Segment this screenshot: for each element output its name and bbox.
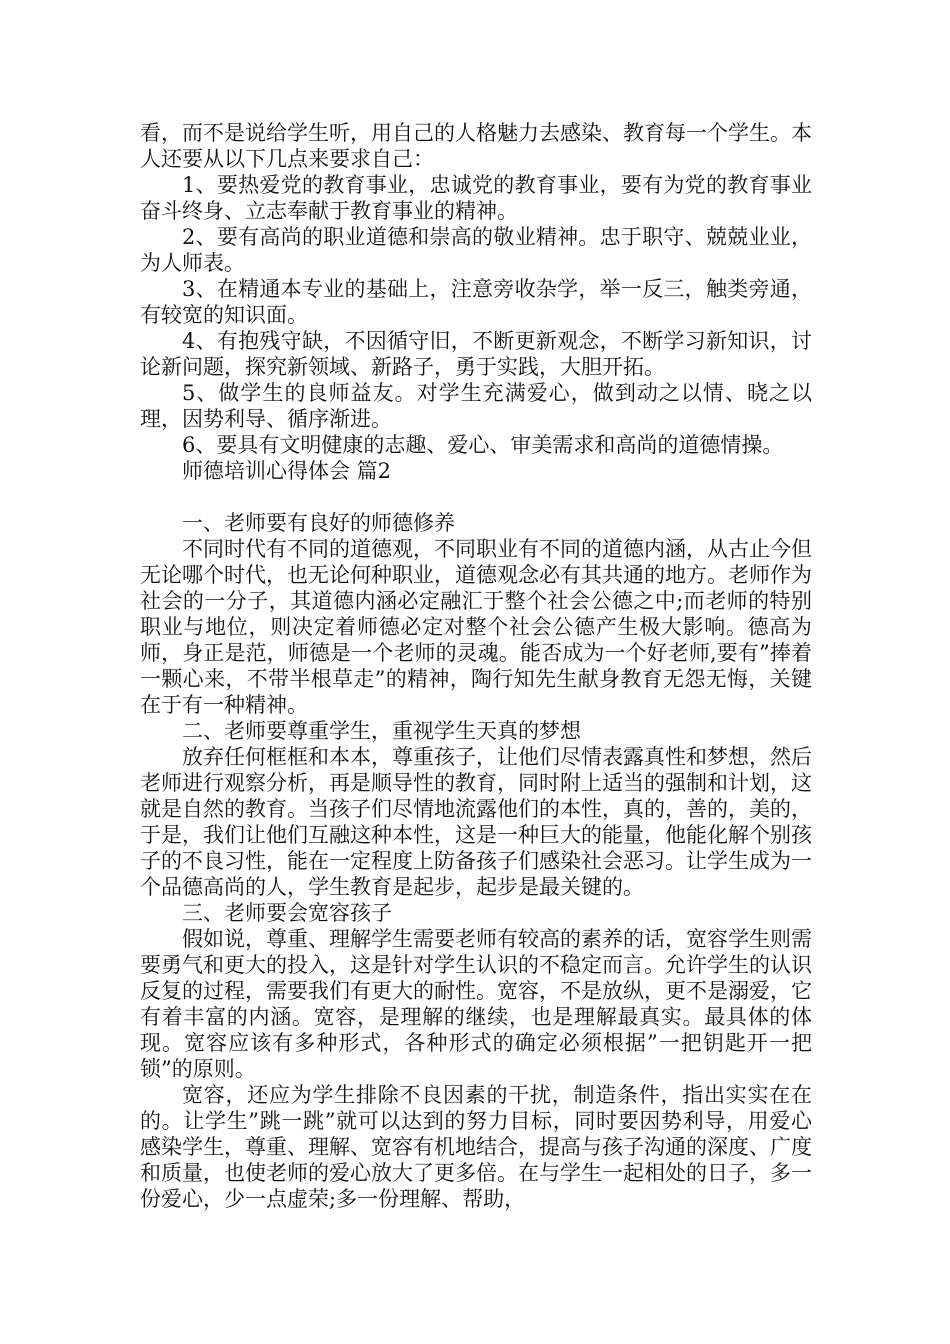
paragraph-1: 不同时代有不同的道德观，不同职业有不同的道德内涵，从古止今但无论哪个时代，也无论何种职业，道德观念必有其共通的地方。老师作为社会的一分子，其道德内涵必定融汇于整个社会公德之中;而老师的特别职业与地位，则决定着师德必定对整个社会公德产生极大影响。德高为师，身正是范，师德是一个老师的灵魂。能否成为一个好老师,要有”捧着一颗心来，不带半根草走”的精神，陶行知先生献身教育无怨无悔，关键在于有一种精神。 xyxy=(140,537,812,717)
list-item-5: 5、做学生的良师益友。对学生充满爱心，做到动之以情、晓之以理，因势利导、循序渐进。 xyxy=(140,381,812,431)
paragraph-4: 宽容，还应为学生排除不良因素的干扰，制造条件，指出实实在在的。让学生”跳一跳”就可以达到的努力目标，同时要因势利导，用爱心感染学生，尊重、理解、宽容有机地结合，提高与孩子沟通的深度、广度和质量，也使老师的爱心放大了更多倍。在与学生一起相处的日子，多一份爱心，少一点虚荣;多一份理解、帮助， xyxy=(140,1083,812,1211)
heading-2: 二、老师要尊重学生，重视学生天真的梦想 xyxy=(182,719,581,743)
section-title: 师德培训心得体会 篇2 xyxy=(182,459,392,483)
heading-3: 三、老师要会宽容孩子 xyxy=(182,901,392,925)
list-item-3: 3、在精通本专业的基础上，注意旁收杂学，举一反三，触类旁通，有较宽的知识面。 xyxy=(140,277,812,327)
paragraph-continuation: 看，而不是说给学生听，用自己的人格魅力去感染、教育每一个学生。本人还要从以下几点来要求自己： xyxy=(140,121,812,171)
blank-line xyxy=(140,484,812,510)
list-item-1: 1、要热爱党的教育事业，忠诚党的教育事业，要有为党的教育事业奋斗终身、立志奉献于教育事业的精神。 xyxy=(140,173,812,223)
paragraph-3: 假如说，尊重、理解学生需要老师有较高的素养的话，宽容学生则需要勇气和更大的投入，这是针对学生认识的不稳定而言。允许学生的认识反复的过程，需要我们有更大的耐性。宽容，不是放纵，更不是溺爱，它有着丰富的内涵。宽容，是理解的继续，也是理解最真实。最具体的体现。宽容应该有多种形式，各种形式的确定必须根据”一把钥匙开一把锁”的原则。 xyxy=(140,927,812,1081)
heading-1: 一、老师要有良好的师德修养 xyxy=(182,511,455,535)
paragraph-2: 放弃任何框框和本本，尊重孩子，让他们尽情表露真性和梦想，然后老师进行观察分析，再是顺导性的教育，同时附上适当的强制和计划，这就是自然的教育。当孩子们尽情地流露他们的本性，真的，善的，美的，于是，我们让他们互融这种本性，这是一种巨大的能量，他能化解个别孩子的不良习性，能在一定程度上防备孩子们感染社会恶习。让学生成为一个品德高尚的人，学生教育是起步，起步是最关键的。 xyxy=(140,745,812,899)
list-item-4: 4、有抱残守缺，不因循守旧，不断更新观念，不断学习新知识，讨论新问题，探究新领域、新路子，勇于实践，大胆开拓。 xyxy=(140,329,812,379)
list-item-6: 6、要具有文明健康的志趣、爱心、审美需求和高尚的道德情操。 xyxy=(182,433,784,457)
document-page xyxy=(140,120,812,1212)
list-item-2: 2、要有高尚的职业道德和崇高的敬业精神。忠于职守、兢兢业业，为人师表。 xyxy=(140,225,812,275)
